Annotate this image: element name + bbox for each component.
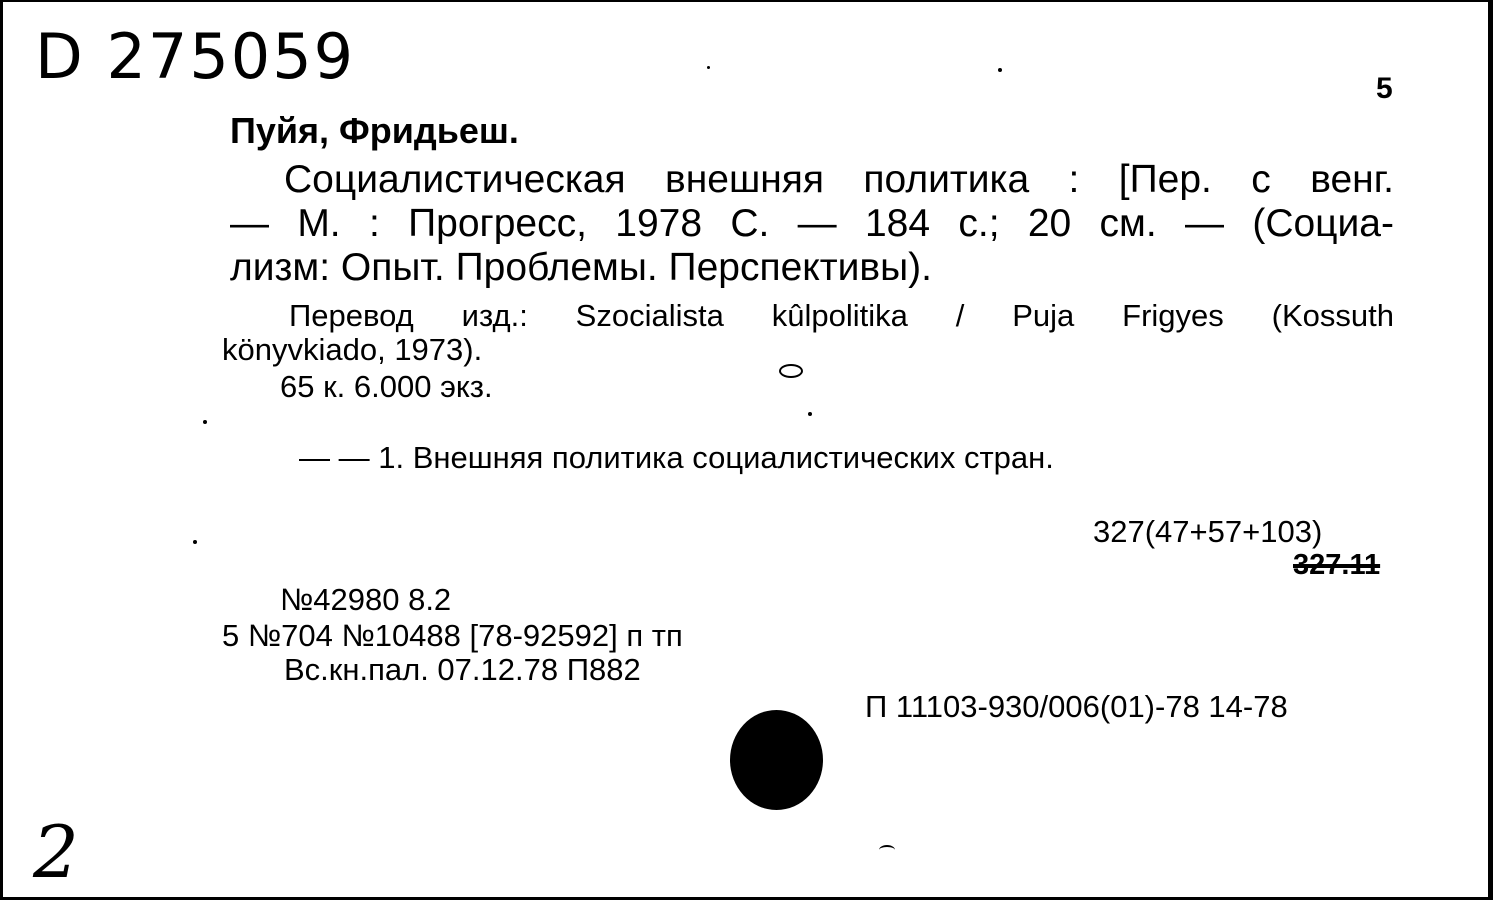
- description-line-1: Социалистическая внешняя политика : [Пер. с венг.: [284, 158, 1394, 201]
- speck-dot: [808, 412, 812, 416]
- speck-ring: [779, 364, 803, 378]
- speck-dot: [707, 66, 710, 69]
- price-run: 65 к. 6.000 экз.: [280, 369, 493, 404]
- translation-note-line-1: Перевод изд.: Szocialista kûlpolitika / Puja Frigyes (Kossuth: [289, 298, 1394, 333]
- corner-number: 5: [1376, 72, 1393, 105]
- speck-arc: [879, 845, 895, 855]
- accession-line-2: 5 №704 №10488 [78-92592] п тп: [222, 618, 683, 653]
- accession-line-1: №42980 8.2: [280, 582, 452, 617]
- speck-dot: [203, 420, 207, 424]
- author-heading: Пуйя, Фридьеш.: [230, 110, 519, 151]
- punch-hole: [730, 710, 823, 810]
- inventory-number: D 275059: [35, 20, 356, 93]
- publisher-code: П 11103-930/006(01)-78 14-78: [865, 689, 1288, 724]
- classification-old-index: 327.11: [1293, 549, 1381, 581]
- speck-dot: [998, 68, 1002, 72]
- description-line-2: — М. : Прогресс, 1978 С. — 184 с.; 20 см. — (Социа-: [230, 202, 1394, 245]
- translation-note-line-2: könyvkiado, 1973).: [222, 332, 483, 367]
- description-line-3: лизм: Опыт. Проблемы. Перспективы).: [230, 246, 932, 289]
- speck-dot: [193, 540, 197, 544]
- classification-index: 327(47+57+103): [1093, 514, 1323, 549]
- accession-line-3: Вс.кн.пал. 07.12.78 П882: [284, 652, 641, 687]
- handwritten-mark: 2: [33, 810, 79, 894]
- subject-heading: — — 1. Внешняя политика социалистических стран.: [299, 440, 1054, 475]
